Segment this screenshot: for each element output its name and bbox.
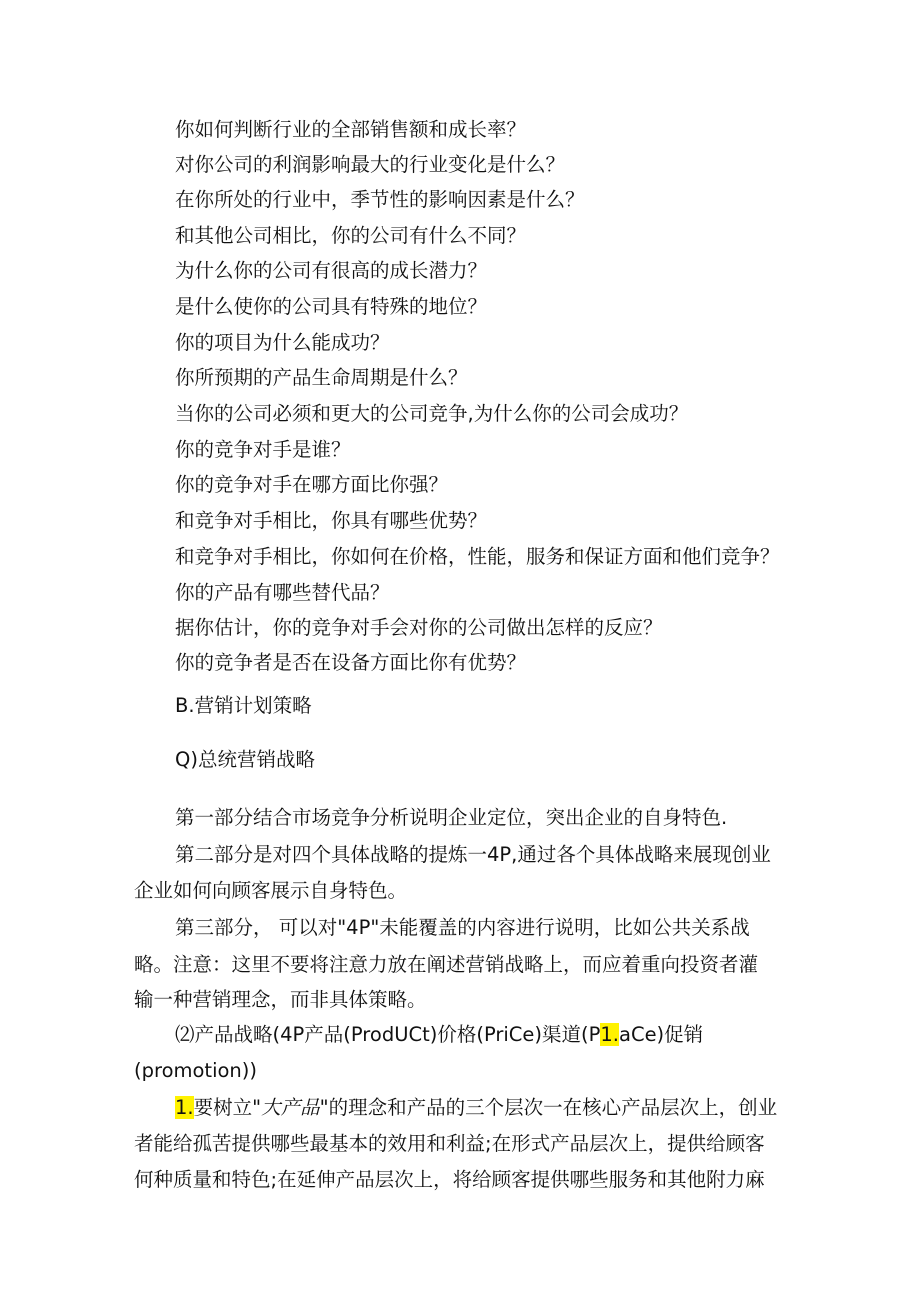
item-1-quoted-term: "大产品" [252,1096,329,1119]
question-5: 为什么你的公司有很高的成长潜力？ [175,259,488,282]
subsection-heading-2-line-2: (promotion)) [134,1059,257,1082]
section-heading-b: B.营销计划策略 [175,694,312,717]
item-1-line-3: 何种质量和特色;在延伸产品层次上，将给顾客提供哪些服务和其他附力麻 [134,1168,765,1191]
subsection-2-text-b: aCe)促销 [619,1023,704,1046]
subsection-heading-1: Q)总统营销战略 [175,748,315,771]
item-1-line-2: 者能给孤苦提供哪些最基本的效用和利益;在形式产品层次上，提供给顾客 [134,1132,765,1155]
paragraph-2-line-2: 企业如何向顾客展示自身特色。 [134,879,408,902]
question-12: 和竞争对手相比，你具有哪些优势？ [175,509,488,532]
highlighted-text: 1. [600,1023,619,1046]
question-14: 你的产品有哪些替代品？ [175,581,390,604]
subsection-2-text-a: ⑵产品战略(4P产品(ProdUCt)价格(PriCe)渠道(P [175,1023,601,1046]
paragraph-3-line-2: 略。注意：这里不要将注意力放在阐述营销战略上，而应着重向投资者灌 [134,953,759,976]
subsection-heading-2 [175,1023,703,1047]
question-1: 你如何判断行业的全部销售额和成长率？ [175,118,527,141]
paragraph-3-line-3: 输一种营销理念，而非具体策略。 [134,988,427,1011]
item-1-text-b: 的理念和产品的三个层次一在核心产品层次上，创业 [328,1096,778,1119]
question-16: 你的竞争者是否在设备方面比你有优势？ [175,651,527,674]
question-3: 在你所处的行业中，季节性的影响因素是什么？ [175,188,585,211]
question-11: 你的竞争对手在哪方面比你强？ [175,473,449,496]
question-2: 对你公司的利润影响最大的行业变化是什么？ [175,153,566,176]
question-10: 你的竞争对手是谁？ [175,438,351,461]
item-1-line-1 [175,1096,777,1120]
question-9: 当你的公司必须和更大的公司竞争,为什么你的公司会成功？ [175,402,689,425]
question-13: 和竞争对手相比，你如何在价格，性能，服务和保证方面和他们竞争？ [175,545,780,568]
question-7: 你的项目为什么能成功？ [175,331,390,354]
item-1-text-a: 要树立 [193,1096,253,1119]
question-4: 和其他公司相比，你的公司有什么不同？ [175,224,527,247]
question-15: 据你估计，你的竞争对手会对你的公司做出怎样的反应？ [175,616,663,639]
question-6: 是什么使你的公司具有特殊的地位？ [175,295,488,318]
paragraph-3-line-1: 第三部分， 可以对"4P"未能覆盖的内容进行说明，比如公共关系战 [175,916,750,939]
item-1-number-highlight: 1. [175,1096,194,1119]
paragraph-1: 第一部分结合市场竞争分析说明企业定位，突出企业的自身特色. [175,806,728,829]
paragraph-2-line-1: 第二部分是对四个具体战略的提炼一4P,通过各个具体战略来展现创业 [175,843,771,866]
question-8: 你所预期的产品生命周期是什么？ [175,366,468,389]
